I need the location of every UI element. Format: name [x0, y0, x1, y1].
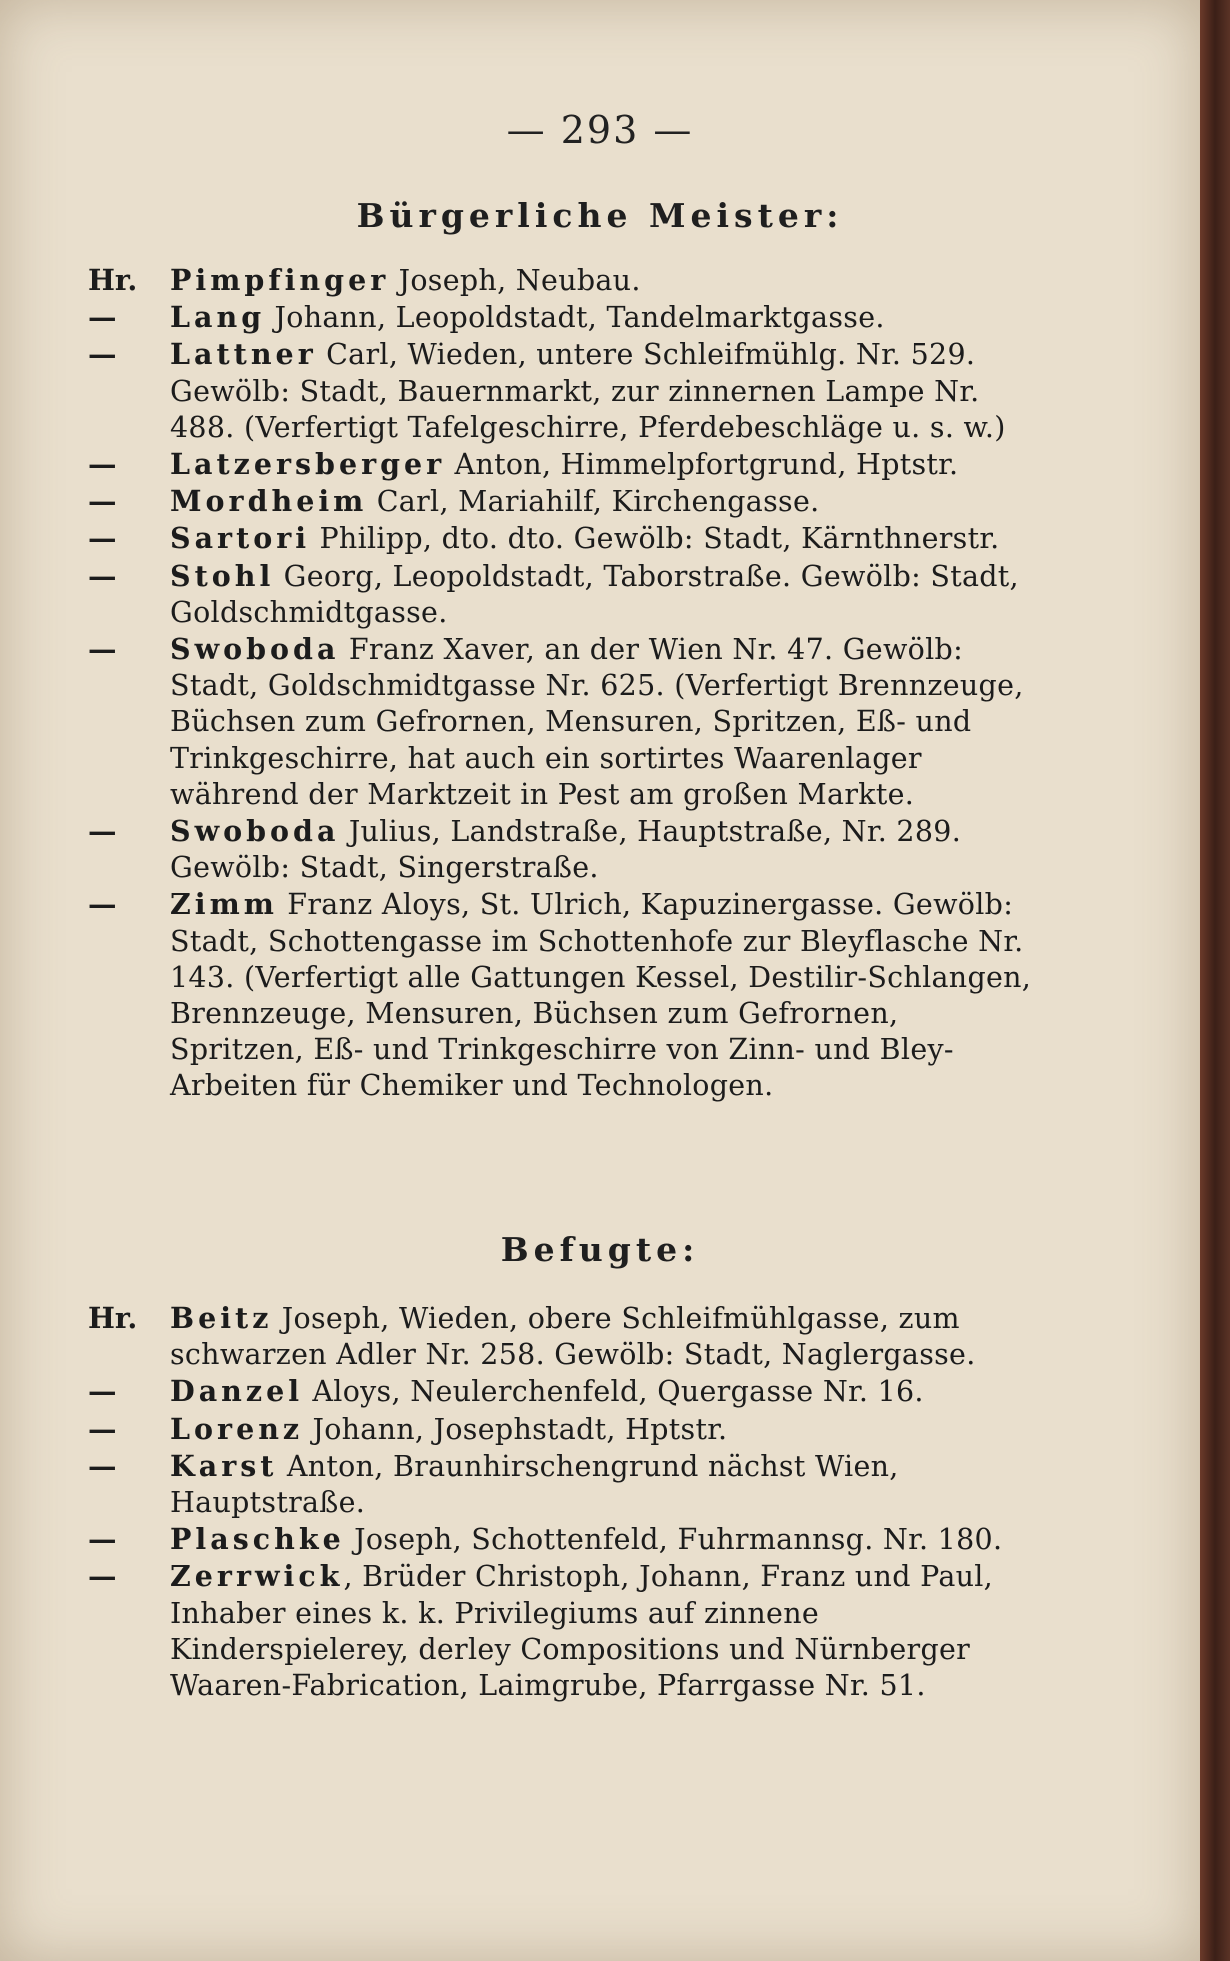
entry — [0, 1558, 1200, 1704]
entry-name: Beitz — [170, 1301, 273, 1335]
entry-lead: — — [88, 484, 117, 519]
entry-text: Joseph, Wieden, obere Schleifmühlgasse, zum schwarzen Adler Nr. 258. Gewölb: Stadt, Naglergasse. — [170, 1302, 976, 1372]
entry — [0, 299, 1200, 336]
entry-lead: Hr. — [88, 263, 138, 297]
entry-name: Lang — [170, 300, 266, 335]
entry-lead: — — [88, 1448, 117, 1483]
entry-name: Mordheim — [170, 484, 368, 519]
entry-lead: — — [88, 814, 117, 849]
entry-text: Joseph, Neubau. — [389, 264, 641, 297]
entry — [0, 1411, 1200, 1448]
entry-text: Carl, Wieden, untere Schleifmühlg. Nr. 529. Gewölb: Stadt, Bauernmarkt, zur zinnernen Lampe Nr. 488. (Verfertigt Tafelgeschirre, Pferdebeschläge u. s. w.) — [170, 338, 1006, 444]
page-number: — 293 — — [506, 108, 694, 152]
section-meister — [0, 262, 1200, 1105]
entry-name: Lorenz — [170, 1411, 304, 1446]
entry-text: Joseph, Schottenfeld, Fuhrmannsg. Nr. 180. — [344, 1523, 1003, 1557]
entry — [0, 813, 1200, 886]
entry-lead: — — [88, 632, 117, 667]
entry — [0, 886, 1200, 1104]
entry-name: Swoboda — [170, 814, 340, 849]
entry-text: Johann, Leopoldstadt, Tandelmarktgasse. — [265, 301, 885, 335]
book-binding-edge — [1200, 0, 1230, 1961]
entry-name: Pimpfinger — [170, 263, 390, 297]
entry-name: Karst — [170, 1448, 278, 1483]
entry-lead: Hr. — [88, 1301, 138, 1335]
entry-text: Anton, Himmelpfortgrund, Hptstr. — [445, 448, 959, 482]
entry-text: Aloys, Neulerchenfeld, Quergasse Nr. 16. — [303, 1375, 924, 1409]
entry — [0, 1300, 1200, 1373]
entry-text: Johann, Josephstadt, Hptstr. — [303, 1412, 728, 1446]
entry-name: Lattner — [170, 337, 317, 372]
entry-lead: — — [88, 558, 117, 593]
section-heading-befugte: Befugte: — [500, 1230, 700, 1269]
entry-lead: — — [88, 1559, 117, 1594]
entry-lead: — — [88, 300, 117, 335]
entry-text: Franz Aloys, St. Ulrich, Kapuzinergasse. Gewölb: Stadt, Schottengasse im Schottenhofe zur Bleyflasche Nr. 143. (Verfertigt alle Gattungen Kessel, Destilir-Schlangen, Brennzeuge, Mensuren, Büchsen zum Gefrornen, Spritzen, Eß- und Trinkgeschirre von Zinn- und Bley-Arbeiten für Chemiker und Technologen. — [170, 888, 1032, 1103]
entry-lead: — — [88, 521, 117, 556]
entry-name: Zerrwick — [170, 1559, 344, 1594]
entry — [0, 558, 1200, 631]
entry-name: Plaschke — [170, 1522, 345, 1557]
entry-name: Stohl — [170, 558, 275, 593]
section-heading-meister: Bürgerliche Meister: — [356, 196, 844, 235]
entry-name: Sartori — [170, 521, 311, 556]
entry-lead: — — [88, 1522, 117, 1557]
entry-text: , Brüder Christoph, Johann, Franz und Paul, Inhaber eines k. k. Privilegiums auf zinnene Kinderspielerey, derley Compositions und Nürnberger Waaren-Fabrication, Laimgrube, Pfarrgasse Nr. 51. — [170, 1560, 994, 1703]
entry — [0, 262, 1200, 299]
entry-name: Latzersberger — [170, 447, 446, 482]
entry-lead: — — [88, 337, 117, 372]
entry — [0, 446, 1200, 483]
entry-lead: — — [88, 887, 117, 922]
entry — [0, 1448, 1200, 1521]
entry — [0, 483, 1200, 520]
entry-text: Georg, Leopoldstadt, Taborstraße. Gewölb: Stadt, Goldschmidtgasse. — [170, 559, 1019, 629]
entry-name: Zimm — [170, 887, 278, 922]
entry-name: Danzel — [170, 1374, 304, 1409]
entry — [0, 520, 1200, 557]
entry-text: Carl, Mariahilf, Kirchengasse. — [367, 485, 820, 519]
entry-text: Julius, Landstraße, Hauptstraße, Nr. 289. Gewölb: Stadt, Singerstraße. — [170, 815, 962, 885]
entry-name: Swoboda — [170, 632, 340, 667]
entry — [0, 631, 1200, 813]
entry-lead: — — [88, 1411, 117, 1446]
section-befugte — [0, 1300, 1200, 1704]
entry-text: Anton, Braunhirschengrund nächst Wien, Hauptstraße. — [170, 1449, 899, 1520]
entry-lead: — — [88, 1374, 117, 1409]
entry-text: Philipp, dto. dto. Gewölb: Stadt, Kärnthnerstr. — [310, 522, 1000, 556]
entry-lead: — — [88, 447, 117, 482]
entry — [0, 1521, 1200, 1558]
entry — [0, 336, 1200, 446]
entry — [0, 1373, 1200, 1410]
entry-text: Franz Xaver, an der Wien Nr. 47. Gewölb: Stadt, Goldschmidtgasse Nr. 625. (Verfertigt Brennzeuge, Büchsen zum Gefrornen, Mensuren, Spritzen, Eß- und Trinkgeschirre, hat auch ein sortirtes Waarenlager während der Marktzeit in Pest am großen Markte. — [170, 633, 1024, 811]
